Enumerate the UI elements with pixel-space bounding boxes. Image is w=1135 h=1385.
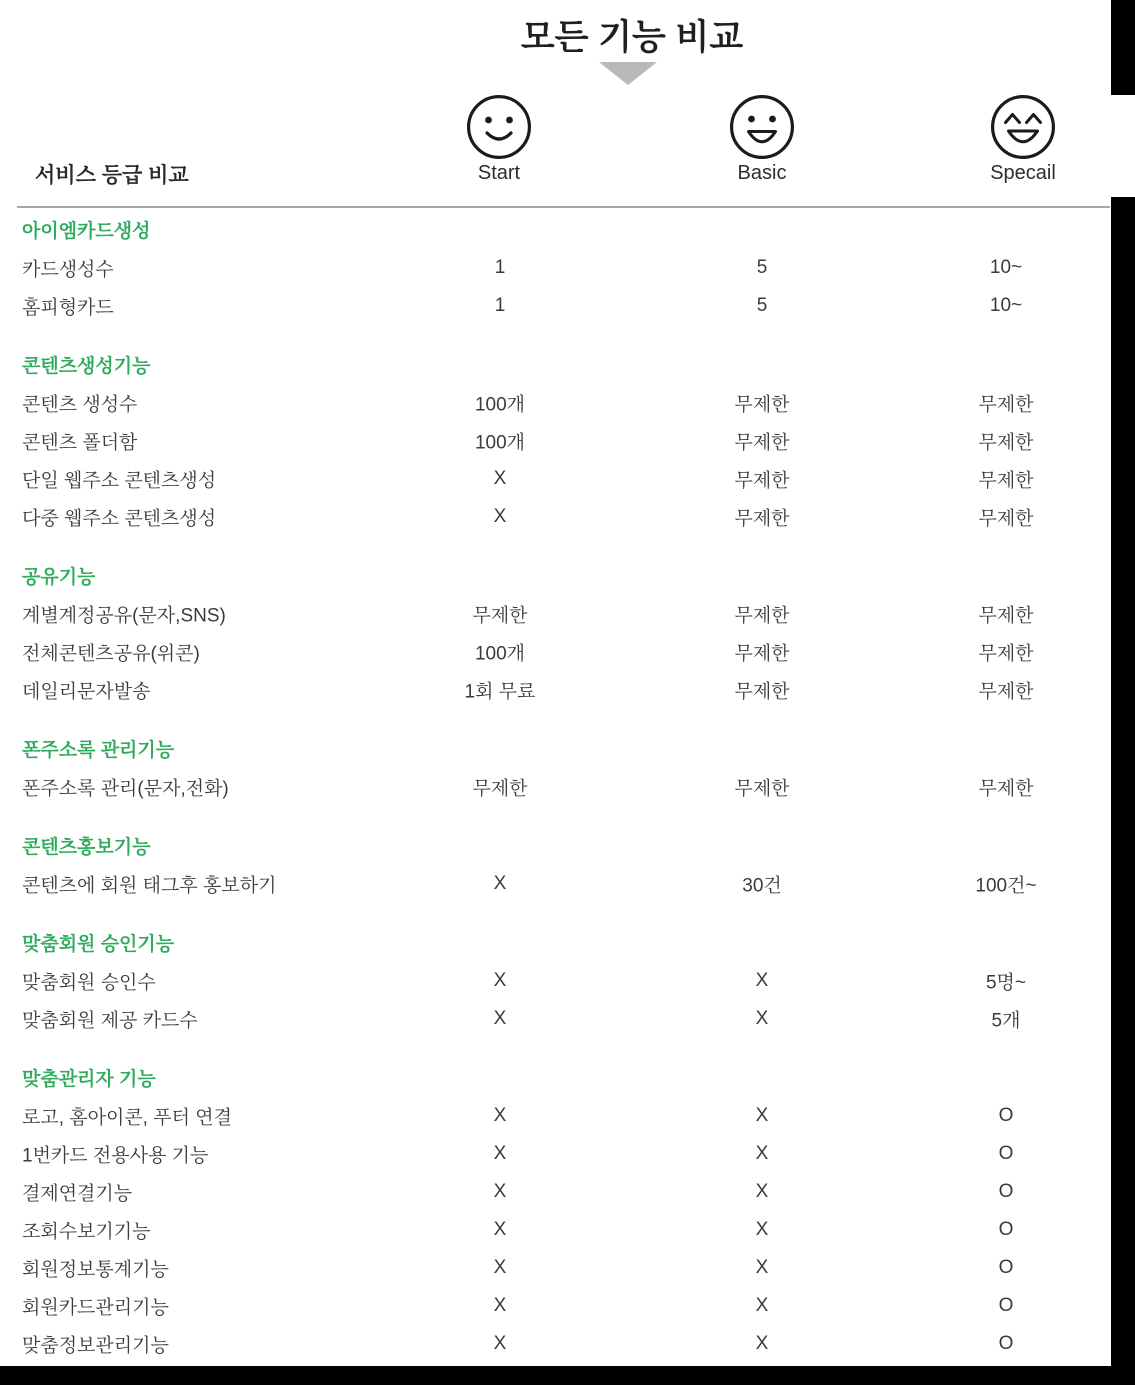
feature-value-basic: X	[755, 1295, 769, 1316]
right-edge-black-bar-top	[1111, 0, 1135, 95]
feature-row	[0, 1135, 1110, 1173]
feature-row	[0, 595, 1110, 633]
feature-row	[0, 1173, 1110, 1211]
feature-value-start: X	[493, 1181, 507, 1202]
tier-header-start	[424, 94, 574, 185]
feature-section	[0, 344, 1110, 536]
feature-value-specail: 무제한	[978, 470, 1034, 492]
bottom-edge-black-bar	[0, 1366, 1135, 1385]
feature-label: 단일 웹주소 콘텐츠생성	[22, 470, 217, 492]
feature-label: 1번카드 전용사용 기능	[22, 1145, 209, 1167]
feature-value-start: X	[493, 1008, 507, 1029]
feature-row	[0, 384, 1110, 422]
feature-row	[0, 249, 1110, 287]
feature-value-specail: O	[998, 1105, 1014, 1126]
section-header: 맞춤회원 승인기능	[22, 933, 175, 955]
feature-value-start: X	[493, 1257, 507, 1278]
section-header: 콘텐츠생성기능	[22, 355, 151, 377]
feature-sections	[0, 207, 1110, 1363]
feature-value-specail: 100건~	[975, 875, 1037, 897]
section-header: 폰주소록 관리기능	[22, 739, 175, 761]
feature-label: 조회수보기기능	[22, 1221, 151, 1243]
feature-value-start: 무제한	[472, 778, 528, 800]
table-left-header: 서비스 등급 비교	[35, 164, 189, 187]
feature-value-start: X	[493, 1143, 507, 1164]
feature-row	[0, 1000, 1110, 1038]
feature-row	[0, 1325, 1110, 1363]
right-edge-black-bar	[1111, 197, 1135, 1385]
feature-row	[0, 1211, 1110, 1249]
feature-label: 회원카드관리기능	[22, 1297, 169, 1319]
feature-value-specail: 10~	[989, 257, 1023, 278]
feature-row	[0, 768, 1110, 806]
feature-value-basic: X	[755, 1257, 769, 1278]
feature-label: 홈피형카드	[22, 297, 114, 319]
feature-value-start: 무제한	[472, 605, 528, 627]
feature-value-basic: 5	[756, 257, 768, 278]
section-header: 공유기능	[22, 566, 96, 588]
feature-section	[0, 825, 1110, 903]
feature-row	[0, 460, 1110, 498]
feature-value-start: X	[493, 873, 507, 894]
feature-label: 카드생성수	[22, 259, 114, 281]
feature-value-start: 100개	[474, 643, 526, 665]
feature-row	[0, 498, 1110, 536]
feature-value-specail: O	[998, 1257, 1014, 1278]
feature-value-specail: 무제한	[978, 508, 1034, 530]
feature-value-start: 1	[494, 295, 506, 316]
section-header: 콘텐츠홍보기능	[22, 836, 151, 858]
feature-row	[0, 287, 1110, 325]
feature-label: 결제연결기능	[22, 1183, 133, 1205]
feature-label: 폰주소록 관리(문자,전화)	[22, 778, 229, 800]
feature-row	[0, 1287, 1110, 1325]
feature-label: 콘텐츠 폴더함	[22, 432, 138, 454]
feature-value-basic: 무제한	[734, 470, 790, 492]
feature-label: 콘텐츠 생성수	[22, 394, 138, 416]
tier-header-basic	[687, 94, 837, 185]
feature-value-start: X	[493, 1295, 507, 1316]
feature-label: 데일리문자발송	[22, 681, 151, 703]
feature-value-basic: 무제한	[734, 432, 790, 454]
grinning-face-icon	[687, 94, 837, 160]
feature-value-specail: O	[998, 1295, 1014, 1316]
feature-label: 로고, 홈아이콘, 푸터 연결	[22, 1107, 232, 1129]
tier-header-specail	[948, 94, 1098, 185]
feature-value-start: X	[493, 970, 507, 991]
feature-value-specail: O	[998, 1333, 1014, 1354]
feature-value-specail: O	[998, 1219, 1014, 1240]
feature-section	[0, 555, 1110, 709]
feature-value-basic: 30건	[742, 875, 782, 897]
feature-value-start: 1회 무료	[464, 681, 536, 703]
feature-value-start: 100개	[474, 394, 526, 416]
tier-label-start: Start	[477, 162, 521, 184]
feature-value-basic: X	[755, 1333, 769, 1354]
feature-value-specail: O	[998, 1181, 1014, 1202]
feature-value-basic: X	[755, 1219, 769, 1240]
feature-value-basic: 무제한	[734, 605, 790, 627]
feature-row	[0, 671, 1110, 709]
tier-label-specail: Specail	[990, 162, 1056, 184]
feature-value-basic: X	[755, 1008, 769, 1029]
feature-label: 전체콘텐츠공유(위콘)	[22, 643, 200, 665]
feature-label: 다중 웹주소 콘텐츠생성	[22, 508, 217, 530]
feature-value-specail: 무제한	[978, 605, 1034, 627]
feature-row	[0, 1249, 1110, 1287]
feature-row	[0, 865, 1110, 903]
feature-value-start: X	[493, 1219, 507, 1240]
feature-value-specail: 무제한	[978, 394, 1034, 416]
feature-row	[0, 422, 1110, 460]
feature-value-basic: 무제한	[734, 394, 790, 416]
feature-value-specail: 무제한	[978, 681, 1034, 703]
feature-label: 계별계정공유(문자,SNS)	[22, 605, 226, 627]
section-header: 아이엠카드생성	[22, 220, 151, 242]
feature-value-basic: X	[755, 1181, 769, 1202]
down-triangle-icon	[599, 62, 657, 85]
feature-value-basic: X	[755, 1105, 769, 1126]
feature-value-specail: 무제한	[978, 643, 1034, 665]
feature-value-start: X	[493, 1105, 507, 1126]
feature-value-start: X	[493, 506, 507, 527]
feature-value-start: 1	[494, 257, 506, 278]
smiley-face-icon	[424, 94, 574, 160]
feature-label: 맞춤정보관리기능	[22, 1335, 169, 1357]
feature-section	[0, 922, 1110, 1038]
feature-label: 맞춤회원 승인수	[22, 972, 156, 994]
feature-section	[0, 209, 1110, 325]
feature-label: 맞춤회원 제공 카드수	[22, 1010, 198, 1032]
feature-value-basic: 무제한	[734, 778, 790, 800]
laughing-face-icon	[948, 94, 1098, 160]
feature-label: 회원정보통계기능	[22, 1259, 169, 1281]
section-header: 맞춤관리자 기능	[22, 1068, 156, 1090]
feature-value-specail: 5개	[991, 1010, 1021, 1032]
feature-row	[0, 1097, 1110, 1135]
feature-row	[0, 962, 1110, 1000]
tier-label-basic: Basic	[737, 162, 787, 184]
feature-value-specail: O	[998, 1143, 1014, 1164]
feature-section	[0, 728, 1110, 806]
feature-value-specail: 10~	[989, 295, 1023, 316]
feature-value-start: 100개	[474, 432, 526, 454]
feature-label: 콘텐츠에 회원 태그후 홍보하기	[22, 875, 277, 897]
page-title: 모든 기능 비교	[520, 18, 744, 57]
feature-value-basic: X	[755, 970, 769, 991]
feature-value-start: X	[493, 1333, 507, 1354]
feature-value-basic: 무제한	[734, 681, 790, 703]
feature-value-specail: 5명~	[985, 972, 1027, 994]
feature-value-basic: 5	[756, 295, 768, 316]
feature-row	[0, 633, 1110, 671]
feature-value-specail: 무제한	[978, 778, 1034, 800]
feature-value-basic: 무제한	[734, 643, 790, 665]
feature-section	[0, 1057, 1110, 1363]
feature-value-specail: 무제한	[978, 432, 1034, 454]
feature-value-basic: 무제한	[734, 508, 790, 530]
feature-value-basic: X	[755, 1143, 769, 1164]
feature-value-start: X	[493, 468, 507, 489]
